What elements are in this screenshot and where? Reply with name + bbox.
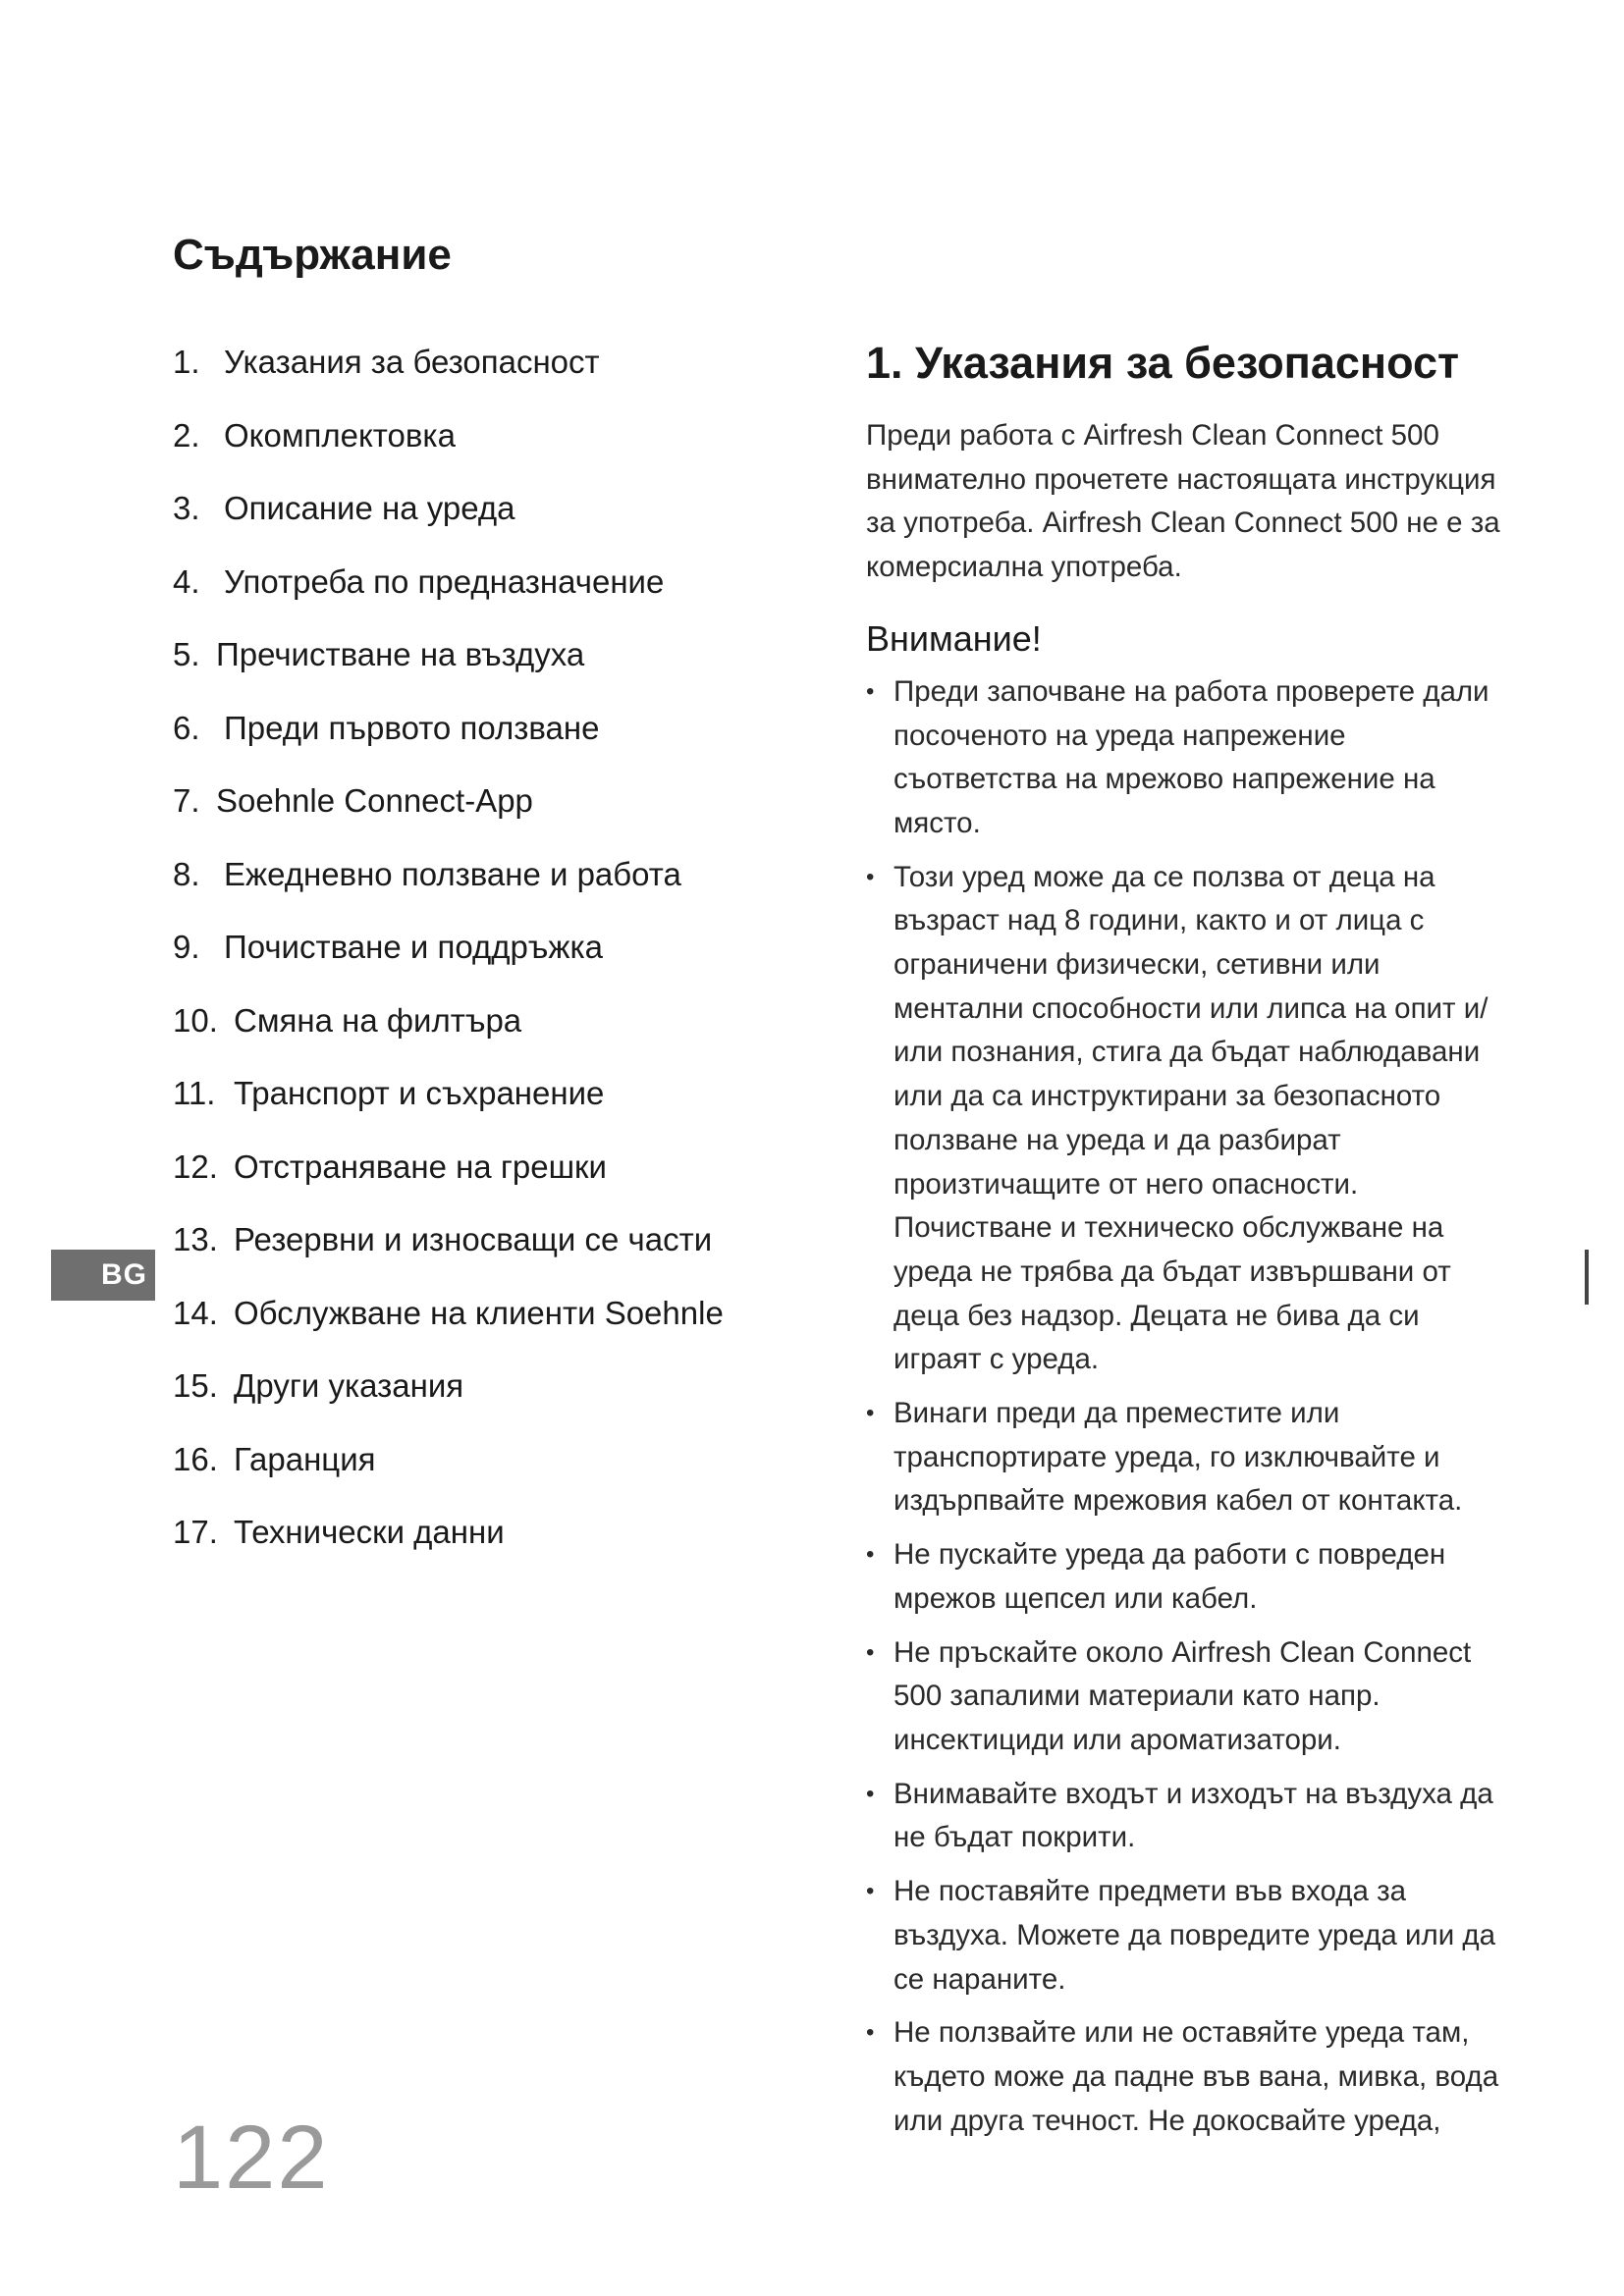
warning-list <box>866 670 1514 2144</box>
page-number: 122 <box>173 2108 330 2208</box>
toc-item <box>173 1438 724 1512</box>
toc-item-number: 10. <box>173 1001 218 1039</box>
toc-item-number: 7. <box>173 782 200 819</box>
toc-item-label: Други указания <box>234 1367 464 1404</box>
toc-title: Съдържание <box>173 231 452 279</box>
language-tab: BG <box>51 1250 155 1301</box>
toc-item-label: Ежедневно ползване и работа <box>224 855 681 892</box>
toc-item-number: 13. <box>173 1221 218 1257</box>
toc-item-label: Soehnle Connect-App <box>216 782 533 819</box>
toc-item <box>173 414 724 488</box>
toc-item <box>173 853 724 927</box>
toc-item-number: 6. <box>173 709 200 746</box>
toc-item-number: 1. <box>173 344 200 380</box>
toc-item-number: 11. <box>173 1075 216 1111</box>
toc-item <box>173 633 724 707</box>
toc-item-label: Почистване и поддръжка <box>224 929 604 965</box>
toc-item-label: Отстраняване на грешки <box>234 1148 607 1185</box>
toc-item-label: Технически данни <box>234 1514 505 1550</box>
toc-item-label: Преди първото ползване <box>224 709 600 746</box>
toc-item <box>173 1292 724 1365</box>
toc-item-number: 17. <box>173 1514 218 1550</box>
toc-item-number: 16. <box>173 1440 218 1477</box>
toc-item <box>173 999 724 1073</box>
toc-item <box>173 487 724 561</box>
toc-item-number: 8. <box>173 855 200 892</box>
warning-item: • Винаги преди да преместите или транспортирате уреда, го изключвайте и издърпвайте мрежовия кабел от контакта. <box>866 1392 1514 1523</box>
toc-item-number: 2. <box>173 416 200 454</box>
toc-item-label: Употреба по предназначение <box>224 562 665 600</box>
toc-item <box>173 1364 724 1438</box>
toc-item <box>173 1511 724 1584</box>
warning-item: • Не пръскайте около Airfresh Clean Connect 500 запалими материали като напр. инсектициди или ароматизатори. <box>866 1631 1514 1763</box>
warning-item: • Не пускайте уреда да работи с повреден мрежов щепсел или кабел. <box>866 1533 1514 1621</box>
toc-item-number: 3. <box>173 490 200 526</box>
section-intro: Преди работа с Airfresh Clean Connect 500 внимателно прочетете настоящата инструкция за употреба. Airfresh Clean Connect 500 не е за комерсиална употреба. <box>866 419 1500 584</box>
toc-item-label: Окомплектовка <box>224 416 456 454</box>
toc-item <box>173 926 724 999</box>
toc-item-label: Описание на уреда <box>224 490 515 526</box>
toc-list <box>173 341 724 1584</box>
toc-item <box>173 1072 724 1146</box>
toc-item-number: 9. <box>173 929 200 965</box>
toc-item <box>173 1146 724 1219</box>
warning-item: • Преди започване на работа проверете дали посоченото на уреда напрежение съответства на мрежово напрежение на място. <box>866 670 1514 846</box>
toc-item-label: Гаранция <box>234 1440 376 1477</box>
toc-item-label: Смяна на филтъра <box>234 1001 522 1039</box>
toc-item-number: 14. <box>173 1294 218 1331</box>
section-title: 1. Указания за безопасност <box>866 338 1460 388</box>
toc-item-label: Транспорт и съхранение <box>234 1075 605 1111</box>
toc-item <box>173 341 724 414</box>
toc-item-number: 12. <box>173 1148 218 1185</box>
warning-heading: Внимание! <box>866 617 1042 659</box>
toc-item-number: 4. <box>173 562 200 600</box>
toc-item <box>173 707 724 780</box>
toc-item <box>173 779 724 853</box>
warning-item: • Внимавайте входът и изходът на въздуха да не бъдат покрити. <box>866 1773 1514 1860</box>
toc-item-label: Пречистване на въздуха <box>216 636 585 672</box>
toc-item <box>173 561 724 634</box>
toc-item-label: Резервни и износващи се части <box>234 1221 713 1257</box>
toc-item-label: Обслужване на клиенти Soehnle <box>234 1294 724 1331</box>
warning-item: • Този уред може да се ползва от деца на възраст над 8 години, както и от лица с ограничени физически, сетивни или ментални способности или липса на опит и/или познания, стига да бъдат наблюдавани или да са инструктирани за безопасното ползване на уреда и да разбират произтичащите от него опасности. Почистване и техническо обслужване на уреда не трябва да бъдат извършвани от деца без надзор. Децата не бива да си играят с уреда. <box>866 856 1514 1382</box>
toc-item <box>173 1218 724 1292</box>
safety-section <box>866 334 1514 2153</box>
warning-item: • Не поставяйте предмети във входа за въздуха. Можете да повредите уреда или да се нараните. <box>866 1870 1514 2002</box>
warning-item: • Не ползвайте или не оставяйте уреда там, където може да падне във вана, мивка, вода или друга течност. Не докосвайте уреда, <box>866 2011 1514 2143</box>
margin-marker <box>1585 1250 1589 1305</box>
toc-item-label: Указания за безопасност <box>224 344 600 380</box>
toc-item-number: 15. <box>173 1367 218 1404</box>
toc-item-number: 5. <box>173 636 200 672</box>
